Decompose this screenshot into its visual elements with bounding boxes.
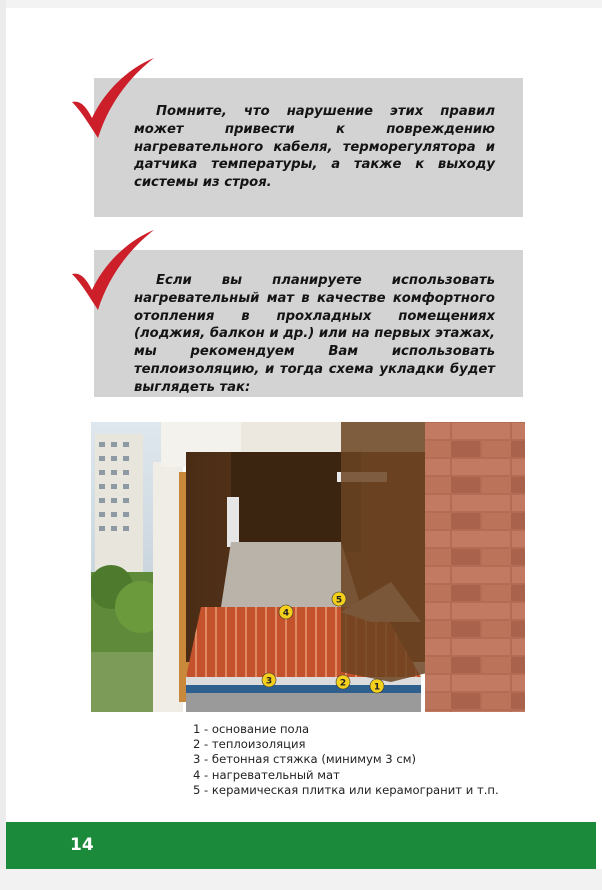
figure-legend <box>193 722 499 798</box>
svg-text:5: 5 <box>335 595 343 606</box>
marker-3 <box>262 673 276 687</box>
page-top-edge <box>0 0 602 8</box>
svg-text:2: 2 <box>339 678 347 689</box>
svg-text:3: 3 <box>265 676 273 687</box>
page-bottom-edge <box>0 869 602 890</box>
legend-item: 4 - нагревательный мат <box>193 767 340 782</box>
checkmark-icon <box>68 56 158 144</box>
recommendation-note-text: Если вы планируете использовать нагревательный мат в качестве комфортного отопления в прохладных помещениях (лоджия, балкон и др.) или на первых этажах, мы рекомендуем Вам использовать теплоизоляцию, и тогда схема укладки будет выглядеть так: <box>134 273 495 395</box>
marker-1 <box>370 679 384 693</box>
warning-note-text: Помните, что нарушение этих правил может привести к повреждению нагревательного кабеля, терморегулятора и датчика температуры, а также к выходу системы из строя. <box>134 104 495 191</box>
marker-4 <box>279 605 293 619</box>
checkmark-icon <box>68 228 158 316</box>
page-number: 14 <box>70 835 94 855</box>
legend-item: 1 - основание пола <box>193 722 310 736</box>
legend-item: 2 - теплоизоляция <box>193 737 306 752</box>
legend-item: 3 - бетонная стяжка (минимум 3 см) <box>193 752 416 767</box>
svg-text:4: 4 <box>282 608 290 619</box>
page-footer <box>6 822 596 869</box>
page-left-edge <box>0 0 6 890</box>
balcony-floor-illustration <box>91 422 525 712</box>
marker-5 <box>332 592 346 606</box>
legend-item: 5 - керамическая плитка или керамогранит и т.п. <box>193 782 499 797</box>
svg-text:1: 1 <box>373 682 381 693</box>
recommendation-note <box>94 250 523 397</box>
marker-2 <box>336 675 350 689</box>
warning-note <box>94 78 523 217</box>
